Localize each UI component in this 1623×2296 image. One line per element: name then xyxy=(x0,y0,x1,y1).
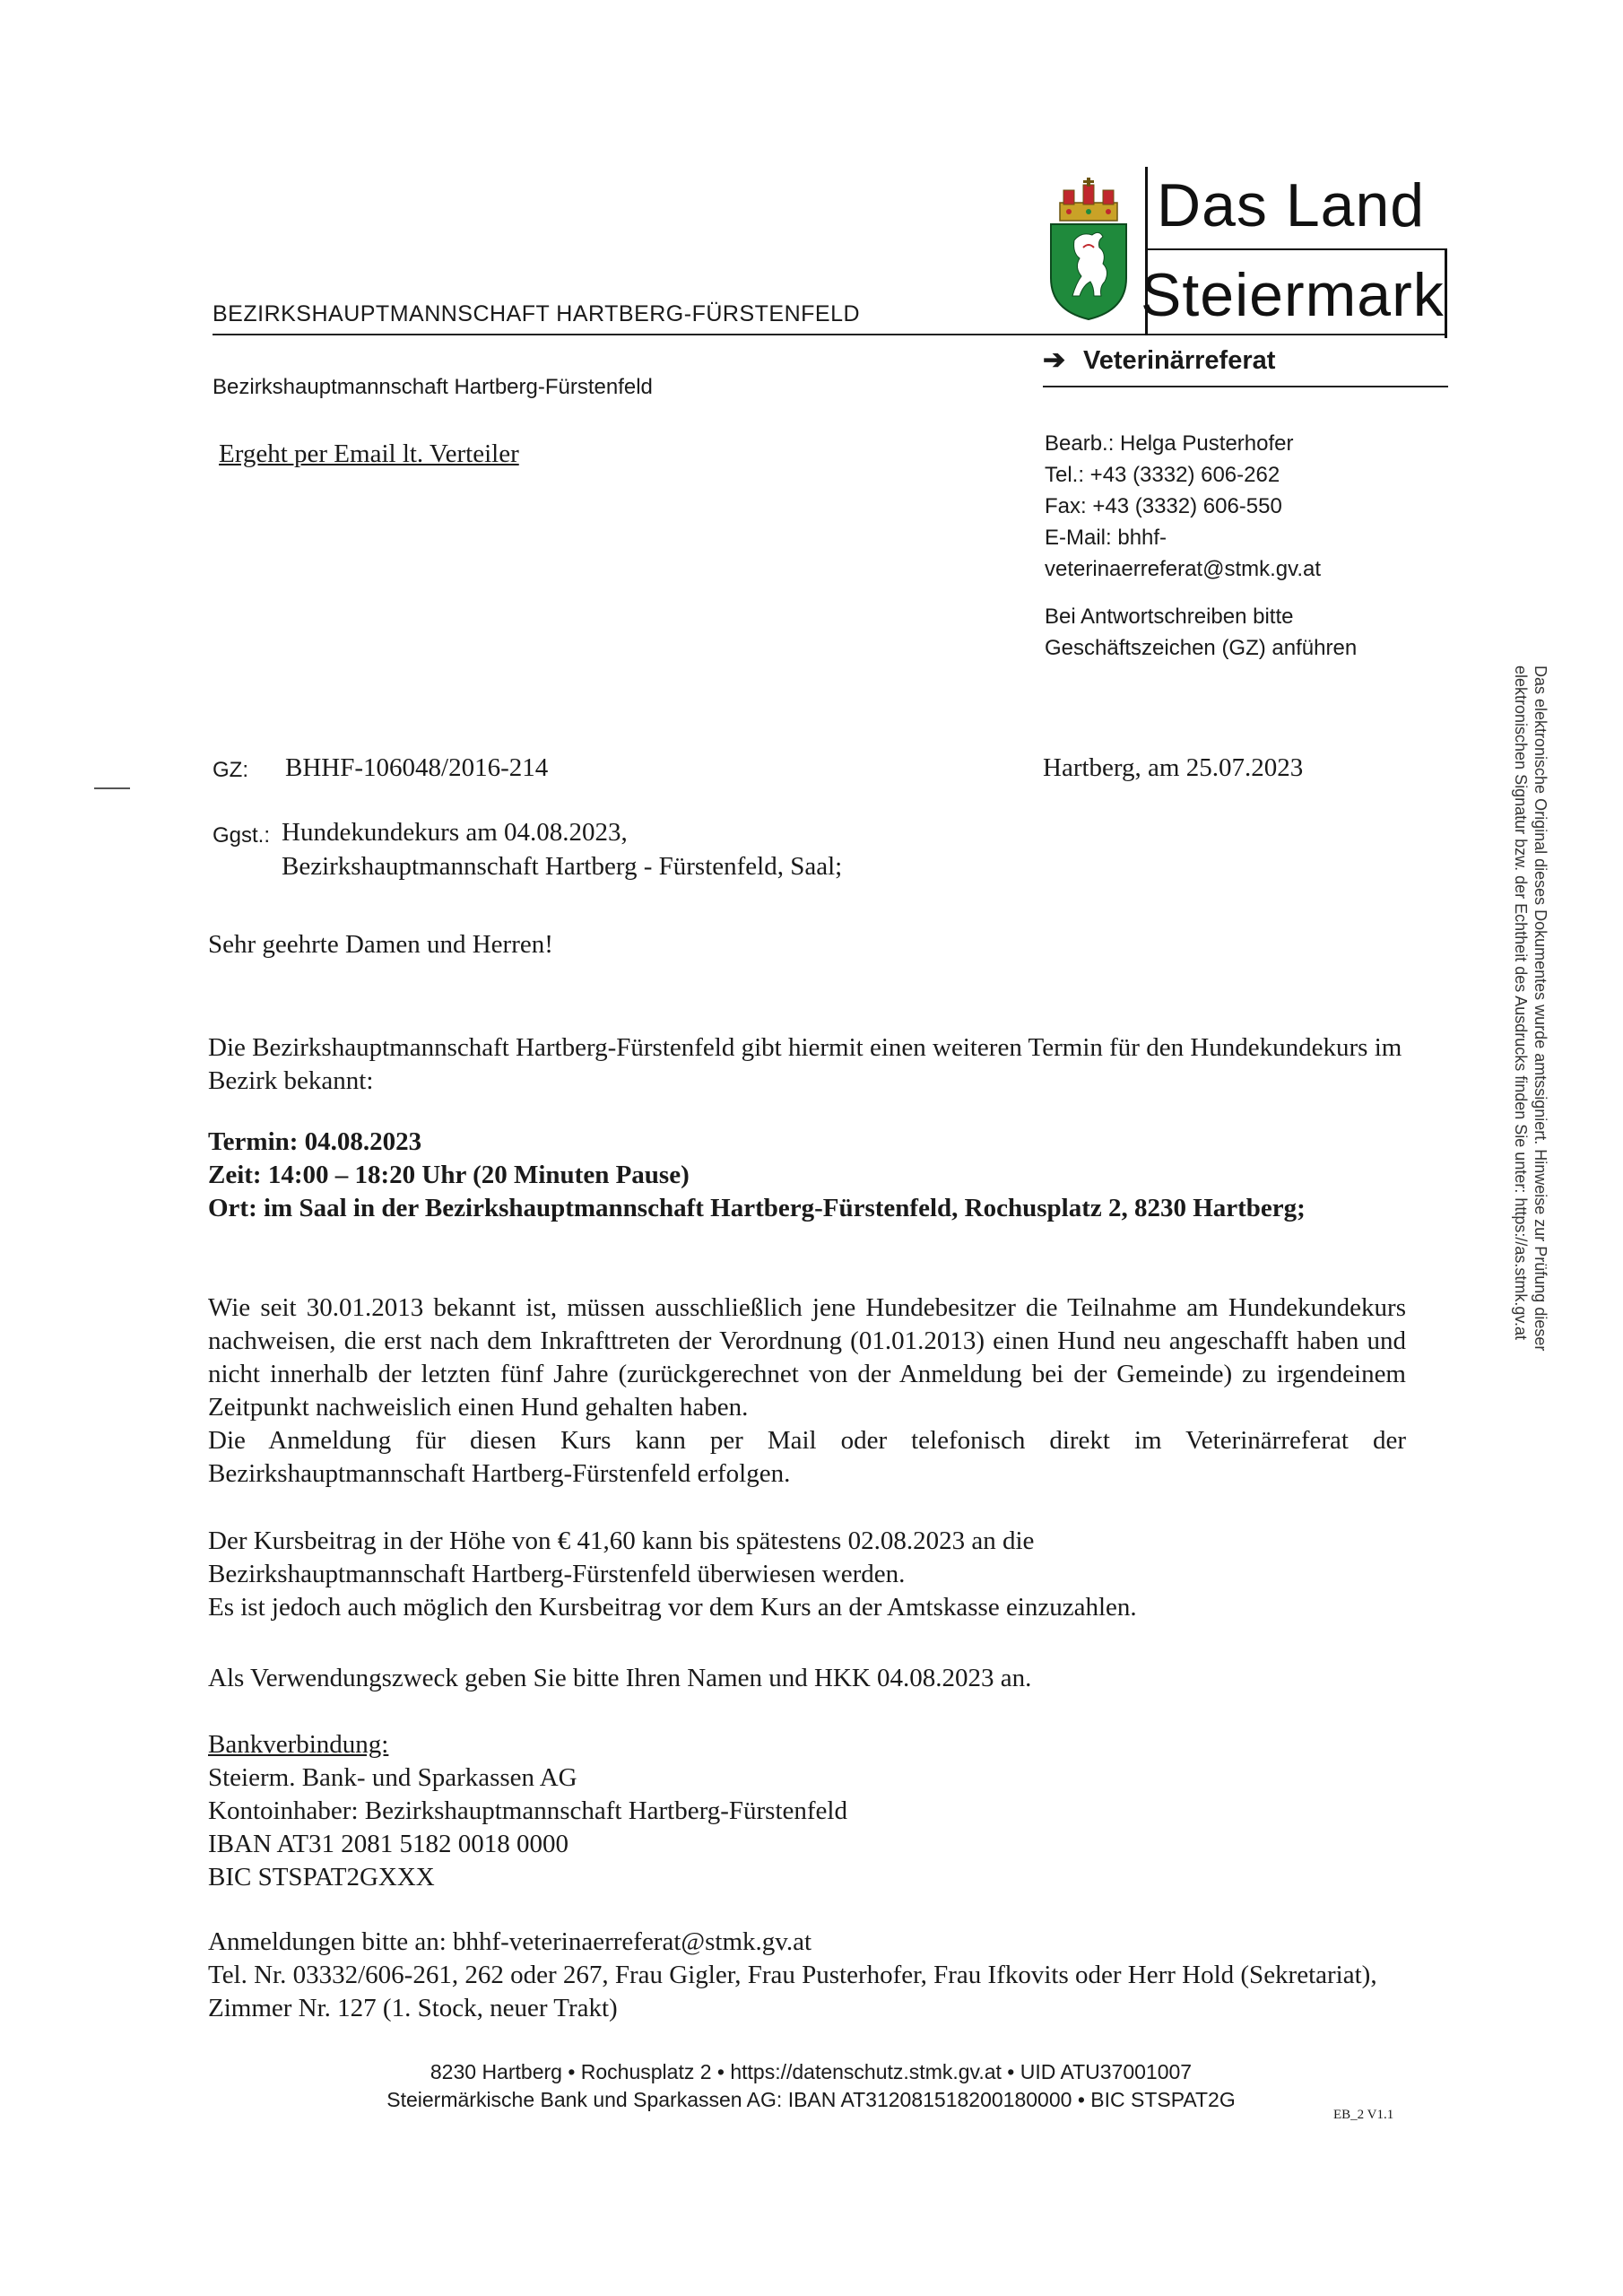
registration-phone-contacts: Tel. Nr. 03332/606-261, 262 oder 267, Frau Gigler, Frau Pusterhofer, Frau Ifkovits oder Herr Hold (Sekretariat), Zimmer Nr. 127 (1. Stock, neuer Trakt) xyxy=(208,1961,1377,2022)
fold-mark xyxy=(94,787,130,789)
intro-paragraph: Die Bezirkshauptmannschaft Hartberg-Fürstenfeld gibt hiermit einen weiteren Termin für den Hundekundekurs im Bezirk bekannt: xyxy=(208,1033,1402,1095)
registration-info: Die Anmeldung für diesen Kurs kann per Mail oder telefonisch direkt im Veterinärreferat der Bezirkshauptmannschaft Hartberg-Fürstenfeld erfolgen. xyxy=(208,1426,1406,1488)
brand-name-line-2: Steiermark xyxy=(1141,261,1445,329)
bank-details xyxy=(208,1728,1406,1894)
reply-instruction xyxy=(1045,601,1357,664)
footer-bank-line: Steiermärkische Bank und Sparkassen AG: IBAN AT312081518200180000 • BIC STSPAT2G xyxy=(386,2088,1236,2111)
email-address[interactable]: veterinaerreferat@stmk.gv.at xyxy=(1045,557,1322,581)
payment-purpose: Als Verwendungszweck geben Sie bitte Ihren Namen und HKK 04.08.2023 an. xyxy=(208,1664,1032,1692)
brand-underline xyxy=(1145,248,1447,250)
bank-name: Steierm. Bank- und Sparkassen AG xyxy=(208,1763,577,1792)
reference-number: BHHF-106048/2016-214 xyxy=(285,753,549,782)
signature-note-line-2: elektronischen Signatur bzw. der Echtheit des Ausdrucks finden Sie unter: https://as.stmk.gv.at xyxy=(1512,665,1530,1341)
footer-address-line: 8230 Hartberg • Rochusplatz 2 • https://datenschutz.stmk.gv.at • UID ATU37001007 xyxy=(430,2060,1193,2083)
bic: BIC STSPAT2GXXX xyxy=(208,1863,435,1892)
brand-name-line-1: Das Land xyxy=(1157,171,1426,239)
fee-line-1: Der Kursbeitrag in der Höhe von € 41,60 kann bis spätestens 02.08.2023 an die xyxy=(208,1526,1035,1555)
email-label: E-Mail: bhhf- xyxy=(1045,526,1167,550)
registration-contact xyxy=(208,1926,1406,2025)
salutation: Sehr geehrte Damen und Herren! xyxy=(208,930,553,959)
contact-block xyxy=(1045,428,1321,585)
department-divider xyxy=(1043,386,1448,387)
brand-right-border xyxy=(1445,248,1447,338)
subject-label: Ggst.: xyxy=(213,823,271,848)
form-code: EB_2 V1.1 xyxy=(1333,2108,1394,2122)
reply-instruction-line-2: Geschäftszeichen (GZ) anführen xyxy=(1045,636,1358,660)
account-holder: Kontoinhaber: Bezirkshauptmannschaft Hartberg-Fürstenfeld xyxy=(208,1796,847,1825)
event-details xyxy=(208,1126,1406,1225)
bank-details-title: Bankverbindung: xyxy=(208,1730,389,1759)
header-divider xyxy=(213,334,1445,335)
clerk-name: Bearb.: Helga Pusterhofer xyxy=(1045,431,1294,456)
fee-line-3: Es ist jedoch auch möglich den Kursbeitrag vor dem Kurs an der Amtskasse einzuzahlen. xyxy=(208,1593,1137,1622)
authority-heading: BEZIRKSHAUPTMANNSCHAFT HARTBERG-FÜRSTENFELD xyxy=(213,301,861,326)
event-date: Termin: 04.08.2023 xyxy=(208,1127,422,1156)
distribution-note: Ergeht per Email lt. Verteiler xyxy=(219,439,519,468)
subject-line-2: Bezirkshauptmannschaft Hartberg - Fürstenfeld, Saal; xyxy=(282,852,843,881)
fax-number: Fax: +43 (3332) 606-550 xyxy=(1045,494,1282,518)
signature-note-line-1: Das elektronische Original dieses Dokumentes wurde amtssigniert. Hinweise zur Prüfung dieser xyxy=(1532,665,1549,1352)
place-and-date: Hartberg, am 25.07.2023 xyxy=(1043,753,1304,782)
iban: IBAN AT31 2081 5182 0018 0000 xyxy=(208,1830,568,1858)
reply-instruction-line-1: Bei Antwortschreiben bitte xyxy=(1045,604,1294,629)
department-name: Veterinärreferat xyxy=(1083,346,1276,375)
requirement-paragraph xyxy=(208,1292,1406,1491)
reference-label: GZ: xyxy=(213,758,248,782)
signature-verification-note xyxy=(1512,665,1550,1446)
fee-paragraph xyxy=(208,1525,1406,1624)
fee-line-2: Bezirkshauptmannschaft Hartberg-Fürstenfeld überwiesen werden. xyxy=(208,1560,906,1588)
subject-line-1: Hundekundekurs am 04.08.2023, xyxy=(282,818,628,847)
sender-line: Bezirkshauptmannschaft Hartberg-Fürstenfeld xyxy=(213,375,653,399)
event-time: Zeit: 14:00 – 18:20 Uhr (20 Minuten Pause) xyxy=(208,1161,690,1189)
arrow-right-icon: ➔ xyxy=(1043,345,1066,375)
phone-number: Tel.: +43 (3332) 606-262 xyxy=(1045,463,1280,487)
footer xyxy=(208,2058,1414,2114)
registration-email[interactable]: Anmeldungen bitte an: bhhf-veterinaerreferat@stmk.gv.at xyxy=(208,1927,812,1956)
requirement-text: Wie seit 30.01.2013 bekannt ist, müssen ausschließlich jene Hundebesitzer die Teilnahme am Hundekundekurs nachweisen, die erst nach dem Inkrafttreten der Verordnung (01.01.2013) einen Hund neu angeschafft haben und nicht innerhalb der letzten fünf Jahre (zurückgerechnet von der Anmeldung bei der Gemeinde) zu irgendeinem Zeitpunkt nachweislich einen Hund gehalten haben. xyxy=(208,1293,1406,1422)
styrian-panther-crest-icon xyxy=(1047,178,1130,321)
event-location: Ort: im Saal in der Bezirkshauptmannschaft Hartberg-Fürstenfeld, Rochusplatz 2, 8230 Hartberg; xyxy=(208,1194,1306,1222)
